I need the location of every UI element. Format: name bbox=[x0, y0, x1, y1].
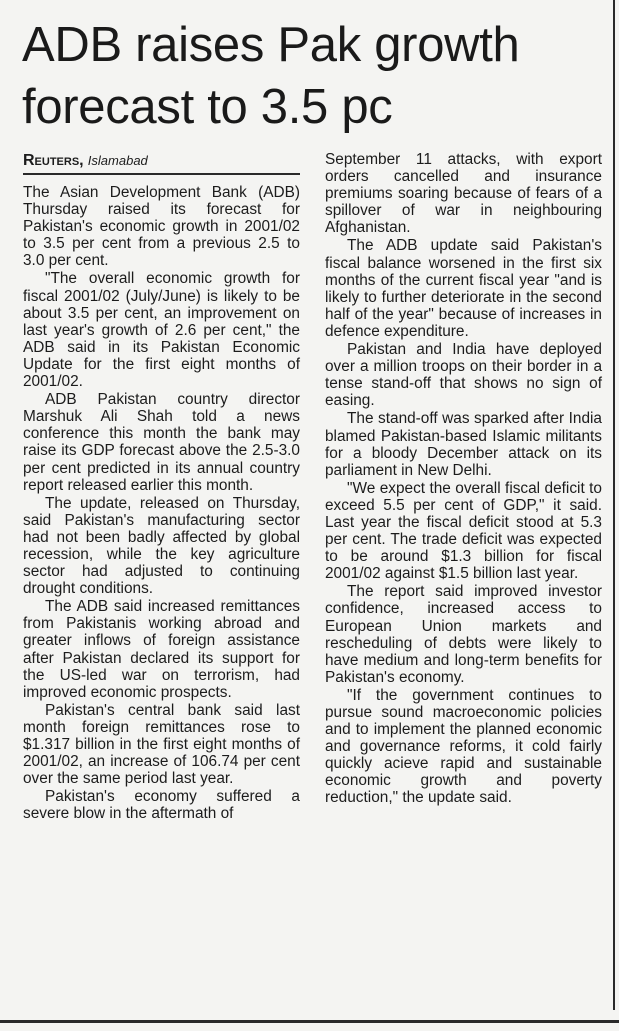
byline bbox=[23, 152, 300, 175]
article-paragraph: ADB Pakistan country director Marshuk Ali Shah told a news conference this month the bank may raise its GDP forecast above the 2.5-3.0 per cent predicted in its annual country report released earlier this month. bbox=[23, 391, 300, 494]
article-paragraph: "If the government continues to pursue sound macroeconomic policies and to implement the planned economic and governance reforms, it cold fairly quickly acieve rapid and sustainable economic growth and poverty reduction," the update said. bbox=[325, 686, 602, 807]
article-column-left bbox=[23, 152, 300, 823]
article-paragraph: Pakistan and India have deployed over a million troops on their border in a tense stand-off that shows no sign of easing. bbox=[325, 341, 602, 410]
article-paragraph: The Asian Development Bank (ADB) Thursday raised its forecast for Pakistan's economic growth in 2001/02 to 3.5 per cent from a previous 2.5 to 3.0 per cent. bbox=[23, 184, 300, 270]
article-paragraph-continued: September 11 attacks, with export orders cancelled and insurance premiums soaring because of fears of a spillover of war in neighbouring Afghanistan. bbox=[325, 151, 602, 237]
article-paragraph: The stand-off was sparked after India blamed Pakistan-based Islamic militants for a bloody December attack on its parliament in New Delhi. bbox=[325, 410, 602, 479]
article-paragraph: The update, released on Thursday, said Pakistan's manufacturing sector had not been badly affected by global recession, while the key agriculture sector had adjusted to continuing drought conditions. bbox=[23, 494, 300, 598]
byline-location: Islamabad bbox=[87, 153, 148, 168]
article-paragraph: The ADB update said Pakistan's fiscal balance worsened in the first six months of the current fiscal year "and is likely to further deteriorate in the second half of the year" because of increases in defence expenditure. bbox=[325, 237, 602, 340]
article-paragraph: Pakistan's economy suffered a severe blow in the aftermath of bbox=[23, 788, 300, 823]
byline-agency: Reuters, bbox=[23, 152, 84, 169]
article-paragraph: "We expect the overall fiscal deficit to exceed 5.5 per cent of GDP," it said. Last year the fiscal deficit stood at 5.3 per cent. The trade deficit was expected to be around $1.3 billion for fiscal 2001/02 against $1.5 billion last year. bbox=[325, 479, 602, 583]
article-paragraph: "The overall economic growth for fiscal 2001/02 (July/June) is likely to be about 3.5 per cent, an improvement on last year's growth of 2.6 per cent," the ADB said in its Pakistan Economic Update for the first eight months of 2001/02. bbox=[23, 270, 300, 391]
article-paragraph: The report said improved investor confidence, increased access to European Union markets and rescheduling of debts were likely to have medium and long-term benefits for Pakistan's economy. bbox=[325, 583, 602, 686]
article-paragraph: Pakistan's central bank said last month foreign remittances rose to $1.317 billion in the first eight months of 2001/02, an increase of 106.74 per cent over the same period last year. bbox=[23, 701, 300, 788]
column-rule-right bbox=[613, 0, 615, 1010]
article-column-right bbox=[325, 151, 602, 808]
page-rule-bottom bbox=[0, 1020, 619, 1023]
article-headline: ADB raises Pak growth forecast to 3.5 pc bbox=[22, 18, 520, 134]
article-paragraph: The ADB said increased remittances from Pakistanis working abroad and greater inflows of foreign assistance after Pakistan declared its support for the US-led war on terrorism, had improved economic prospects. bbox=[23, 598, 300, 701]
